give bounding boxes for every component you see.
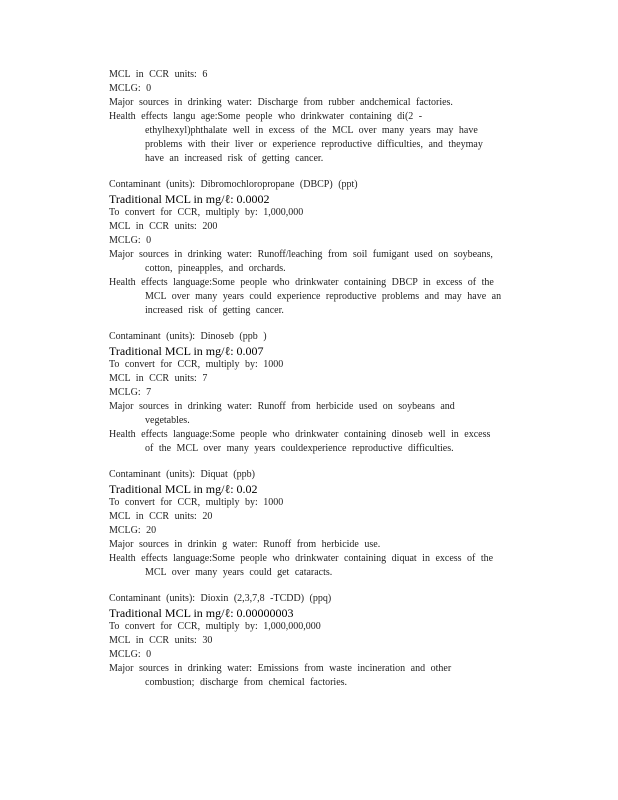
- convert-line: To convert for CCR, multiply by: 1,000,000: [109, 207, 304, 218]
- mcl-ccr-line: MCL in CCR units: 6: [109, 69, 208, 80]
- health-line: Health effects language:Some people who drinkwater containing diquat in excess of the: [109, 553, 494, 564]
- mclg-line: MCLG: 0: [109, 235, 152, 246]
- mcl-ccr-line: MCL in CCR units: 200: [109, 221, 218, 232]
- health-line-continued: have an increased risk of getting cancer.: [145, 153, 324, 164]
- contaminant-line: Contaminant (units): Diquat (ppb): [109, 469, 255, 480]
- convert-line: To convert for CCR, multiply by: 1000: [109, 497, 284, 508]
- contaminant-entry-dioxin: [109, 592, 549, 690]
- mclg-line: MCLG: 0: [109, 649, 152, 660]
- document-page: [109, 68, 549, 690]
- health-line-continued: increased risk of getting cancer.: [145, 305, 284, 316]
- sources-line: Major sources in drinking water: Runoff/leaching from soil fumigant used on soybeans,: [109, 249, 493, 260]
- sources-line: Major sources in drinking water: Emissions from waste incineration and other: [109, 663, 452, 674]
- mclg-line: MCLG: 7: [109, 387, 152, 398]
- mcl-ccr-line: MCL in CCR units: 30: [109, 635, 213, 646]
- contaminant-line: Contaminant (units): Dioxin (2,3,7,8 -TCDD) (ppq): [109, 593, 332, 604]
- traditional-mcl-line: Traditional MCL in mg/ℓ: 0.02: [109, 482, 258, 496]
- traditional-mcl-line: Traditional MCL in mg/ℓ: 0.00000003: [109, 606, 294, 620]
- traditional-mcl-line: Traditional MCL in mg/ℓ: 0.0002: [109, 192, 270, 206]
- intro-block: [109, 68, 549, 166]
- sources-line-continued: vegetables.: [145, 415, 190, 426]
- health-line-continued: ethylhexyl)phthalate well in excess of the MCL over many years may have: [145, 125, 478, 136]
- contaminant-line: Contaminant (units): Dinoseb (ppb ): [109, 331, 267, 342]
- contaminant-entry-dbcp: [109, 178, 549, 318]
- contaminant-entry-dinoseb: [109, 330, 549, 456]
- convert-line: To convert for CCR, multiply by: 1,000,000,000: [109, 621, 321, 632]
- health-line-continued: MCL over many years could experience reproductive problems and may have an: [145, 291, 502, 302]
- health-line-continued: problems with their liver or experience reproductive difficulties, and theymay: [145, 139, 483, 150]
- sources-line-continued: cotton, pineapples, and orchards.: [145, 263, 286, 274]
- sources-line: Major sources in drinking water: Runoff from herbicide used on soybeans and: [109, 401, 455, 412]
- sources-line: Major sources in drinking water: Discharge from rubber andchemical factories.: [109, 97, 453, 108]
- sources-line-continued: combustion; discharge from chemical factories.: [145, 677, 348, 688]
- health-line: Health effects language:Some people who drinkwater containing dinoseb well in excess: [109, 429, 491, 440]
- sources-line: Major sources in drinkin g water: Runoff from herbicide use.: [109, 539, 381, 550]
- health-line-continued: of the MCL over many years couldexperience reproductive difficulties.: [145, 443, 454, 454]
- mcl-ccr-line: MCL in CCR units: 7: [109, 373, 208, 384]
- convert-line: To convert for CCR, multiply by: 1000: [109, 359, 284, 370]
- traditional-mcl-line: Traditional MCL in mg/ℓ: 0.007: [109, 344, 264, 358]
- contaminant-line: Contaminant (units): Dibromochloropropane (DBCP) (ppt): [109, 179, 358, 190]
- mcl-ccr-line: MCL in CCR units: 20: [109, 511, 213, 522]
- mclg-line: MCLG: 0: [109, 83, 152, 94]
- health-line: Health effects langu age:Some people who drinkwater containing di(2 -: [109, 111, 423, 122]
- health-line-continued: MCL over many years could get cataracts.: [145, 567, 333, 578]
- mclg-line: MCLG: 20: [109, 525, 157, 536]
- health-line: Health effects language:Some people who drinkwater containing DBCP in excess of the: [109, 277, 494, 288]
- contaminant-entry-diquat: [109, 468, 549, 580]
